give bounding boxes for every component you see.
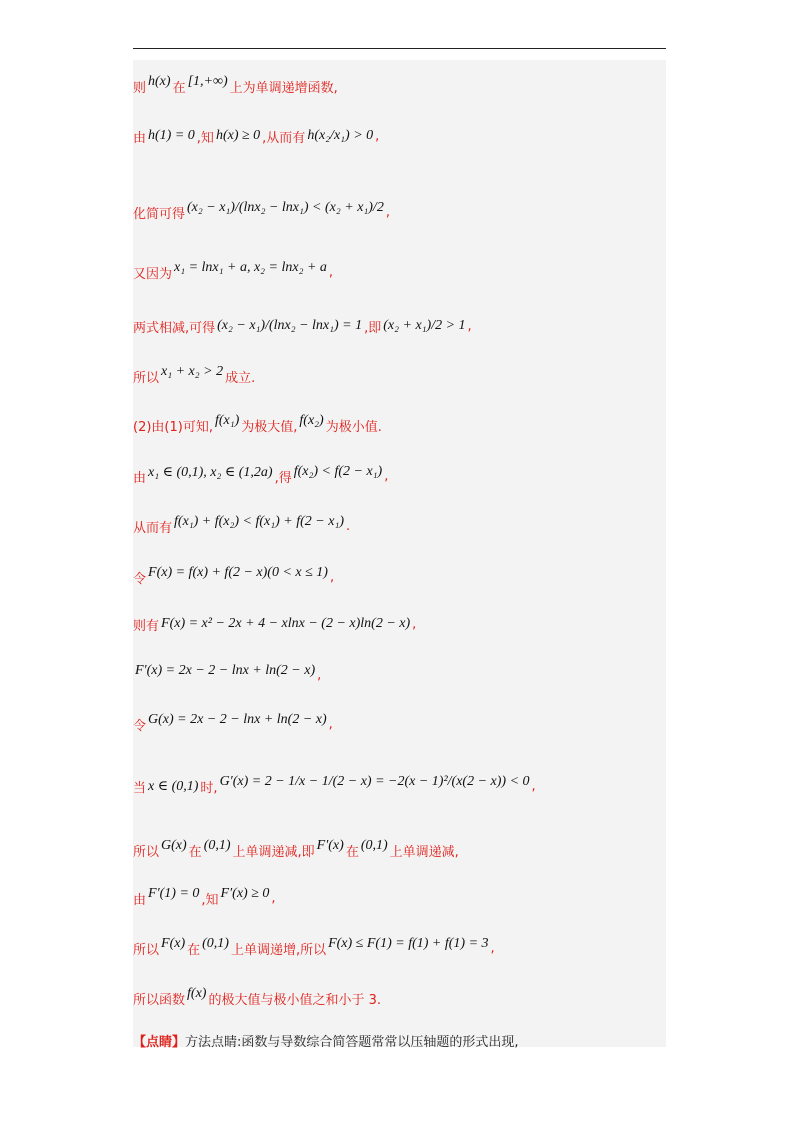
text-fragment: ,从而有	[262, 130, 306, 146]
text-fragment: 令	[133, 718, 147, 734]
text-fragment: 所以	[133, 844, 160, 860]
text-fragment: ,得	[274, 470, 292, 486]
header-rule	[133, 48, 666, 49]
text-fragment: (2)由(1)可知,	[133, 419, 213, 435]
text-fragment: ,	[412, 616, 417, 632]
text-fragment: 在	[188, 844, 202, 860]
text-fragment: ,知	[196, 130, 214, 146]
text-fragment: 上单调递减,即	[232, 844, 315, 860]
text-fragment: 成立.	[225, 370, 256, 386]
math-expression: F′(x) ≥ 0	[220, 886, 270, 901]
math-expression: (x₂ − x₁)/(lnx₂ − lnx₁) < (x₂ + x₁)/2	[187, 200, 384, 215]
math-expression: (x₂ + x₁)/2 > 1	[383, 318, 466, 333]
text-fragment: 为极小值.	[325, 419, 382, 435]
text-fragment: 所以	[133, 370, 160, 386]
text-fragment: 方法点睛:函数与导数综合简答题常常以压轴题的形式出现,	[185, 1034, 519, 1050]
text-fragment: 所以	[133, 942, 160, 958]
text-fragment: 上为单调递增函数,	[229, 80, 338, 96]
text-fragment: 两式相减,可得	[133, 320, 216, 336]
solution-line	[133, 116, 379, 156]
text-fragment: 时,	[200, 780, 218, 796]
text-fragment: 从而有	[133, 520, 173, 536]
math-expression: x₁ + x₂ > 2	[161, 364, 224, 379]
solution-line	[133, 878, 276, 918]
math-expression: f(x₂) < f(2 − x₁)	[293, 464, 383, 479]
math-expression: f(x₂)	[299, 413, 324, 428]
solution-line	[133, 604, 416, 644]
solution-line	[133, 306, 472, 346]
math-expression: F′(1) = 0	[148, 886, 200, 901]
text-fragment: 当	[133, 780, 147, 796]
solution-line	[133, 456, 388, 496]
tip-label: 【点睛】	[133, 1034, 186, 1050]
solution-line	[133, 655, 321, 695]
math-expression: h(x)	[148, 74, 171, 89]
math-expression: (0,1)	[203, 838, 231, 853]
math-expression: (x₂ − x₁)/(lnx₂ − lnx₁) = 1	[217, 318, 363, 333]
text-fragment: 由	[133, 470, 147, 486]
text-fragment: ,	[385, 204, 390, 220]
math-expression: h(x₂/x₁) > 0	[307, 128, 374, 143]
solution-line	[133, 557, 334, 597]
math-expression: G′(x) = 2 − 1/x − 1/(2 − x) = −2(x − 1)²/(x(2 − x)) < 0	[219, 774, 530, 789]
solution-line	[133, 405, 382, 445]
math-expression: F(x) = f(x) + f(2 − x)(0 < x ≤ 1)	[148, 565, 328, 580]
text-fragment: 在	[345, 844, 359, 860]
text-fragment: 的极大值与极小值之和小于 3.	[208, 992, 381, 1008]
text-fragment: 所以函数	[133, 992, 186, 1008]
text-fragment: 则有	[133, 618, 160, 634]
math-expression: G(x) = 2x − 2 − lnx + ln(2 − x)	[148, 712, 327, 727]
math-expression: x ∈ (0,1)	[148, 778, 199, 794]
solution-line	[133, 252, 333, 292]
text-fragment: ,	[271, 890, 276, 906]
solution-line	[133, 506, 350, 546]
solution-line	[133, 66, 338, 106]
solution-line	[133, 830, 459, 870]
text-fragment: ,即	[364, 320, 382, 336]
math-expression: G(x)	[161, 838, 187, 853]
solution-line	[133, 192, 390, 232]
text-fragment: ,	[467, 318, 472, 334]
text-fragment: .	[345, 518, 351, 534]
math-expression: F(x)	[161, 936, 186, 951]
solution-line	[133, 704, 333, 744]
text-fragment: 为极大值,	[241, 419, 298, 435]
text-fragment: ,	[531, 778, 536, 794]
text-fragment: 在	[187, 942, 201, 958]
text-fragment: ,	[384, 468, 389, 484]
text-fragment: ,	[375, 128, 380, 144]
math-expression: F(x) = x² − 2x + 4 − xlnx − (2 − x)ln(2 − x)	[161, 616, 411, 631]
text-fragment: 由	[133, 892, 147, 908]
math-expression: h(1) = 0	[148, 128, 195, 143]
math-expression: F(x) ≤ F(1) = f(1) + f(1) = 3	[328, 936, 489, 951]
text-fragment: 令	[133, 571, 147, 587]
text-fragment: ,	[490, 940, 495, 956]
math-expression: (0,1)	[202, 936, 229, 951]
text-fragment: ,	[328, 716, 333, 732]
math-expression: x₁ ∈ (0,1), x₂ ∈ (1,2a)	[148, 464, 273, 480]
math-expression: F′(x)	[316, 838, 344, 853]
math-expression: f(x₁)	[214, 413, 240, 428]
solution-line	[133, 978, 381, 1018]
text-fragment: 则	[133, 80, 147, 96]
text-fragment: 上单调递增,所以	[230, 942, 327, 958]
solution-line	[133, 356, 255, 396]
math-expression: f(x₁) + f(x₂) < f(x₁) + f(2 − x₁)	[174, 514, 344, 529]
solution-line	[133, 1020, 519, 1060]
math-expression: f(x)	[187, 986, 207, 1001]
text-fragment: 在	[172, 80, 186, 96]
math-expression: [1,+∞)	[187, 74, 228, 89]
math-expression: (0,1)	[360, 838, 388, 853]
math-expression: h(x) ≥ 0	[215, 128, 261, 143]
text-fragment: ,	[329, 569, 335, 585]
text-fragment: 化简可得	[133, 206, 186, 222]
text-fragment: 由	[133, 130, 147, 146]
solution-line	[133, 928, 495, 968]
text-fragment: ,	[317, 667, 322, 683]
text-fragment: 又因为	[133, 266, 173, 282]
solution-line	[133, 766, 536, 806]
text-fragment: ,知	[201, 892, 219, 908]
text-fragment: 上单调递减,	[389, 844, 459, 860]
text-fragment: ,	[328, 264, 334, 280]
math-expression: x₁ = lnx₁ + a, x₂ = lnx₂ + a	[174, 260, 327, 275]
math-expression: F′(x) = 2x − 2 − lnx + ln(2 − x)	[135, 663, 316, 678]
